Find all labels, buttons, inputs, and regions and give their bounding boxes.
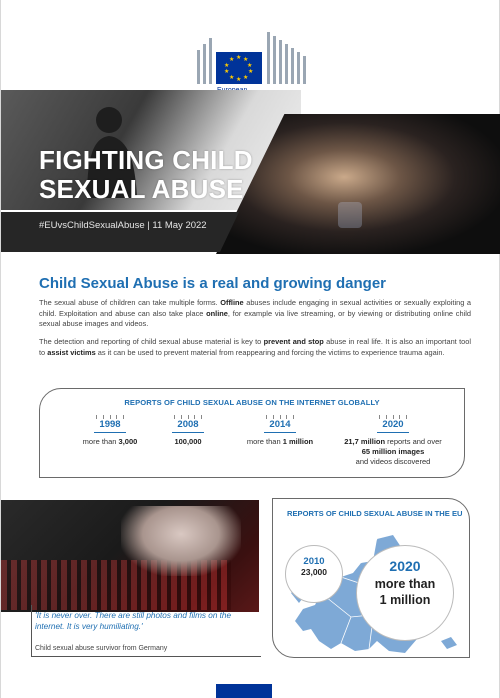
hashtag-band [1,212,239,252]
text: The detection and reporting of child sexual abuse material is key to [39,337,264,346]
stat-year: 2010 [303,556,325,567]
eu-stats-title: REPORTS OF CHILD SEXUAL ABUSE IN THE EU [287,509,463,518]
bold-text: 21,7 million [344,437,386,446]
bold-text: 100,000 [174,437,202,446]
stat-value [60,437,160,447]
stat-year: 2020 [389,558,421,574]
section-heading: Child Sexual Abuse is a real and growing danger [39,275,387,292]
calendar-icon [172,415,204,433]
stat-value [150,437,226,447]
global-stats-box [39,388,465,478]
text: more than [82,437,119,446]
stat-year: 2020 [382,419,404,430]
eu-flag-icon: ★ ★ ★ ★ ★ ★ ★ ★ ★ ★ [216,52,262,84]
calendar-icon [94,415,126,433]
stat-value [340,437,446,467]
stat-2020 [340,415,446,467]
stat-year: 2014 [269,419,291,430]
detection-paragraph [39,337,471,358]
text: and videos discovered [355,457,431,466]
title-line-1: FIGHTING CHILD [39,145,253,175]
bold-text: prevent and stop [263,337,324,346]
eu-stat-2010 [285,545,343,603]
stat-year: 1998 [99,419,121,430]
bold-text: 1 million [282,437,314,446]
text: abuse in real life. It is also an important tool to [39,337,471,357]
bold-text: 65 million images [361,447,425,456]
bold-text: online [206,308,228,318]
stat-value [357,576,453,608]
stat-value-line-2: 1 million [379,593,431,607]
text: more than [246,437,283,446]
stat-value [230,437,330,447]
stat-value: 23,000 [301,567,327,577]
hand-icon [121,506,241,576]
stat-2014 [230,415,330,447]
footer-eu-flag-icon [216,684,272,698]
text: reports and over [385,437,442,446]
hashtag-date: #EUvsChildSexualAbuse | 11 May 2022 [39,220,207,231]
calendar-icon [264,415,296,433]
survivor-quote: 'It is never over. There are still photos and films on the internet. It is very humiliating.' [35,611,232,631]
global-stats-title: REPORTS OF CHILD SEXUAL ABUSE ON THE INTERNET GLOBALLY [124,398,380,407]
quote-source: Child sexual abuse survivor from Germany [35,645,168,652]
page-title [39,146,253,204]
stat-year: 2008 [177,419,199,430]
stat-1998 [60,415,160,447]
bold-text: assist victims [47,347,96,357]
text: The sexual abuse of children can take multiple forms. [39,298,221,307]
phone-icon [338,202,362,228]
text: , for example via live streaming, or by viewing or distributing online child sexual abuse images and videos. [39,308,471,328]
bold-text: 3,000 [118,437,138,446]
intro-paragraph [39,298,471,330]
calendar-icon [377,415,409,433]
eu-stat-2020 [356,545,454,641]
text: abuses include engaging in sexual activities or sexually exploiting a child. Exploitation and abuse can also take place [39,298,471,318]
bold-text: Offline [220,298,244,307]
text: as it can be used to prevent material from reappearing and forcing the victims to experience trauma again. [95,347,445,357]
stat-value-line-1: more than [374,577,436,591]
title-line-2: SEXUAL ABUSE [39,174,244,204]
stat-2008 [150,415,226,447]
